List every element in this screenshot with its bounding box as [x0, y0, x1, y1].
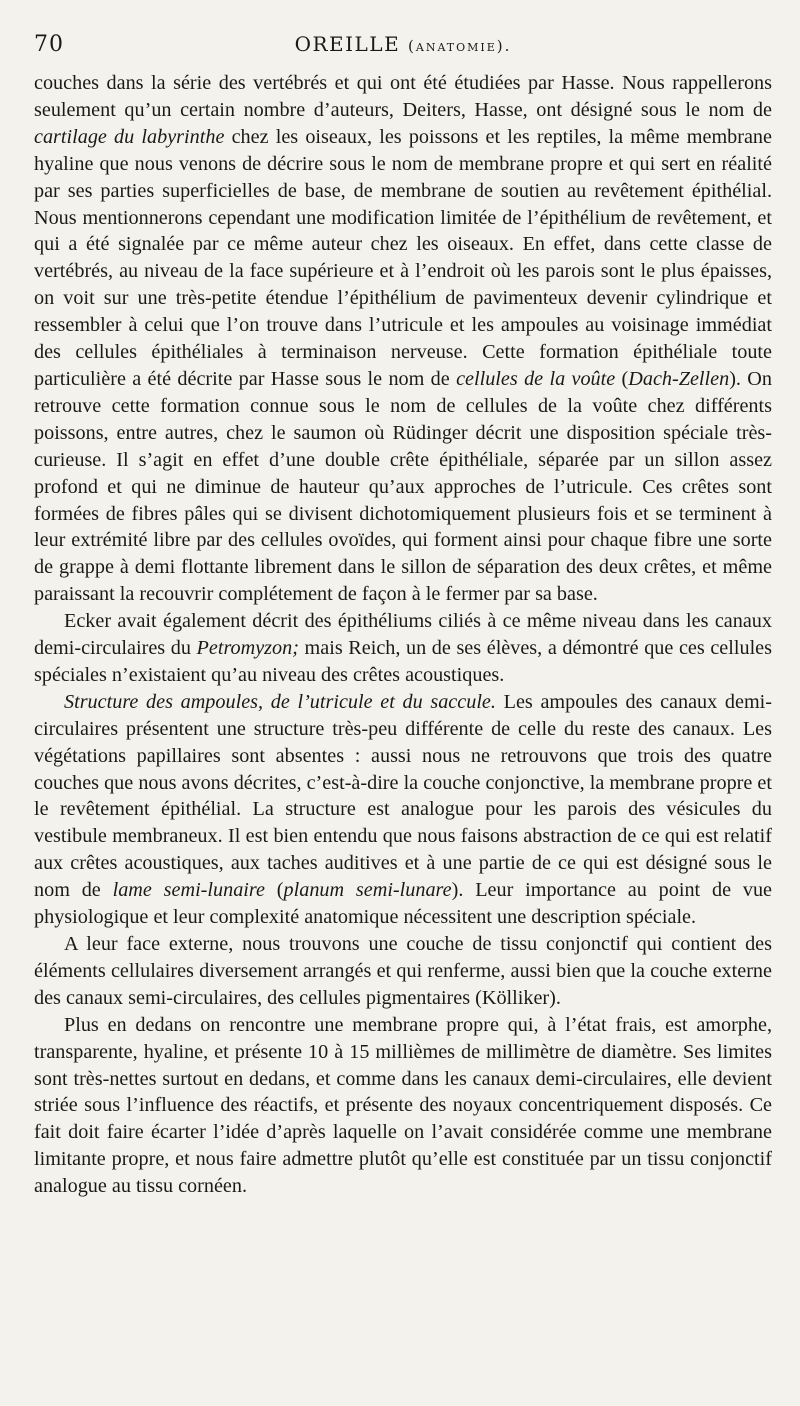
paragraph-text: ). On retrouve cette formation connue sous le nom de cellules de la voûte chez différents poissons, entre autres, chez le saumon où Rüdinger décrit une disposition spéciale très-curieuse. Il s’agit en effet d’une double crête épithéliale, séparée par un sillon assez profond et qui ne diminue de hauteur qu’aux approches de l’utricule. Ces crêtes sont formées de fibres pâles qui se divisent dichotomiquement plusieurs fois et se terminent à leur extrémité libre par des cellules ovoïdes, qui forment ainsi pour chaque fibre une sorte de grappe à demi flottante librement dans le sillon de séparation des deux crêtes, et même paraissant la recouvrir complétement de façon à le fermer par sa base.	[34, 367, 772, 606]
paragraph-text: Les ampoules des canaux demi-circulaires présentent une structure très-peu différente de celle du reste des canaux. Les végétations papillaires sont absentes : aussi nous ne retrouvons que trois des quatre couches que nous avons décrites, c’est-à-dire la couche conjonctive, la membrane propre et le revêtement épithélial. La structure est analogue pour les parois des vésicules du vestibule membraneux. Il est bien entendu que nous faisons abstraction de ce qui est relatif aux crêtes acoustiques, aux taches auditives et à une partie de ce qui est désigné sous le nom de	[34, 690, 772, 902]
term-cellules-de-la-voute: cellules de la voûte	[456, 367, 616, 390]
paragraph-3	[34, 689, 772, 931]
paragraph-text: (	[615, 367, 629, 390]
running-title-main: OREILLE	[294, 32, 401, 56]
term-lame-semi-lunaire: lame semi-lunaire	[112, 879, 265, 902]
paragraph-text: (	[264, 879, 284, 902]
paragraph-2	[34, 608, 772, 689]
running-title	[34, 32, 772, 56]
paragraph-4: A leur face externe, nous trouvons une couche de tissu conjonctif qui contient des éléments cellulaires diversement arrangés et qui renferme, aussi bien que la couche externe des canaux semi-circulaires, des cellules pigmentaires (Kölliker).	[34, 933, 772, 1009]
paragraph-5: Plus en dedans on rencontre une membrane propre qui, à l’état frais, est amorphe, transparente, hyaline, et présente 10 à 15 millièmes de millimètre de diamètre. Ses limites sont très-nettes surtout en dedans, et comme dans les canaux demi-circulaires, elle devient striée sous l’influence des réactifs, et présente des noyaux concentriquement disposés. Ce fait doit faire écarter l’idée d’après laquelle on l’avait considérée comme une membrane limitante propre, et nous faire admettre plutôt qu’elle est constituée par un tissu conjonctif analogue au tissu cornéen.	[34, 1013, 772, 1198]
term-dach-zellen: Dach-Zellen	[628, 367, 730, 390]
paragraph-text: couches dans la série des vertébrés et qui ont été étudiées par Hasse. Nous rappellerons seulement qu’un certain nombre d’auteurs, Deiters, Hasse, ont désigné sous le nom de	[34, 72, 772, 121]
term-petromyzon: Petromyzon;	[196, 637, 299, 660]
term-planum-semi-lunare: planum semi-lunare	[283, 879, 452, 902]
running-head	[34, 30, 772, 70]
paragraph-text: chez les oiseaux, les poissons et les reptiles, la même membrane hyaline que nous venons de décrire sous le nom de membrane propre et qui sert en réalité par ses parties superficielles de base, de membrane de soutien au revêtement épithélial. Nous mentionnerons cependant une modification limitée de l’épithélium de revêtement, et qui a été signalée par ce même auteur chez les oiseaux. En effet, dans cette classe de vertébrés, au niveau de la face supérieure et à l’endroit où les parois sont le plus épaisses, on voit sur une très-petite étendue l’épithélium de pavimenteux devenir cylindrique et ressembler à celui que l’on trouve dans l’utricule et les ampoules au voisinage immédiat des cellules épithéliales à terminaison nerveuse. Cette formation épithéliale toute particulière a été décrite par Hasse sous le nom de	[34, 125, 772, 390]
term-cartilage-du-labyrinthe: cartilage du labyrinthe	[34, 125, 225, 148]
running-title-sub: (anatomie).	[408, 37, 512, 55]
page-number: 70	[34, 32, 64, 57]
section-heading-structure: Structure des ampoules, de l’utricule et du saccule.	[64, 690, 496, 713]
paragraph-text: ). Leur importance au point de vue physiologique et leur complexité anatomique nécessitent une description spéciale.	[34, 879, 772, 929]
paragraph-1	[34, 70, 772, 608]
paragraph-text: mais Reich, un de ses élèves, a démontré que ces cellules spéciales n’existaient qu’au niveau des crêtes acoustiques.	[34, 637, 772, 686]
paragraph-text: Ecker avait également décrit des épithéliums ciliés à ce même niveau dans les canaux demi-circulaires du	[34, 610, 772, 660]
body-text	[34, 70, 772, 1200]
